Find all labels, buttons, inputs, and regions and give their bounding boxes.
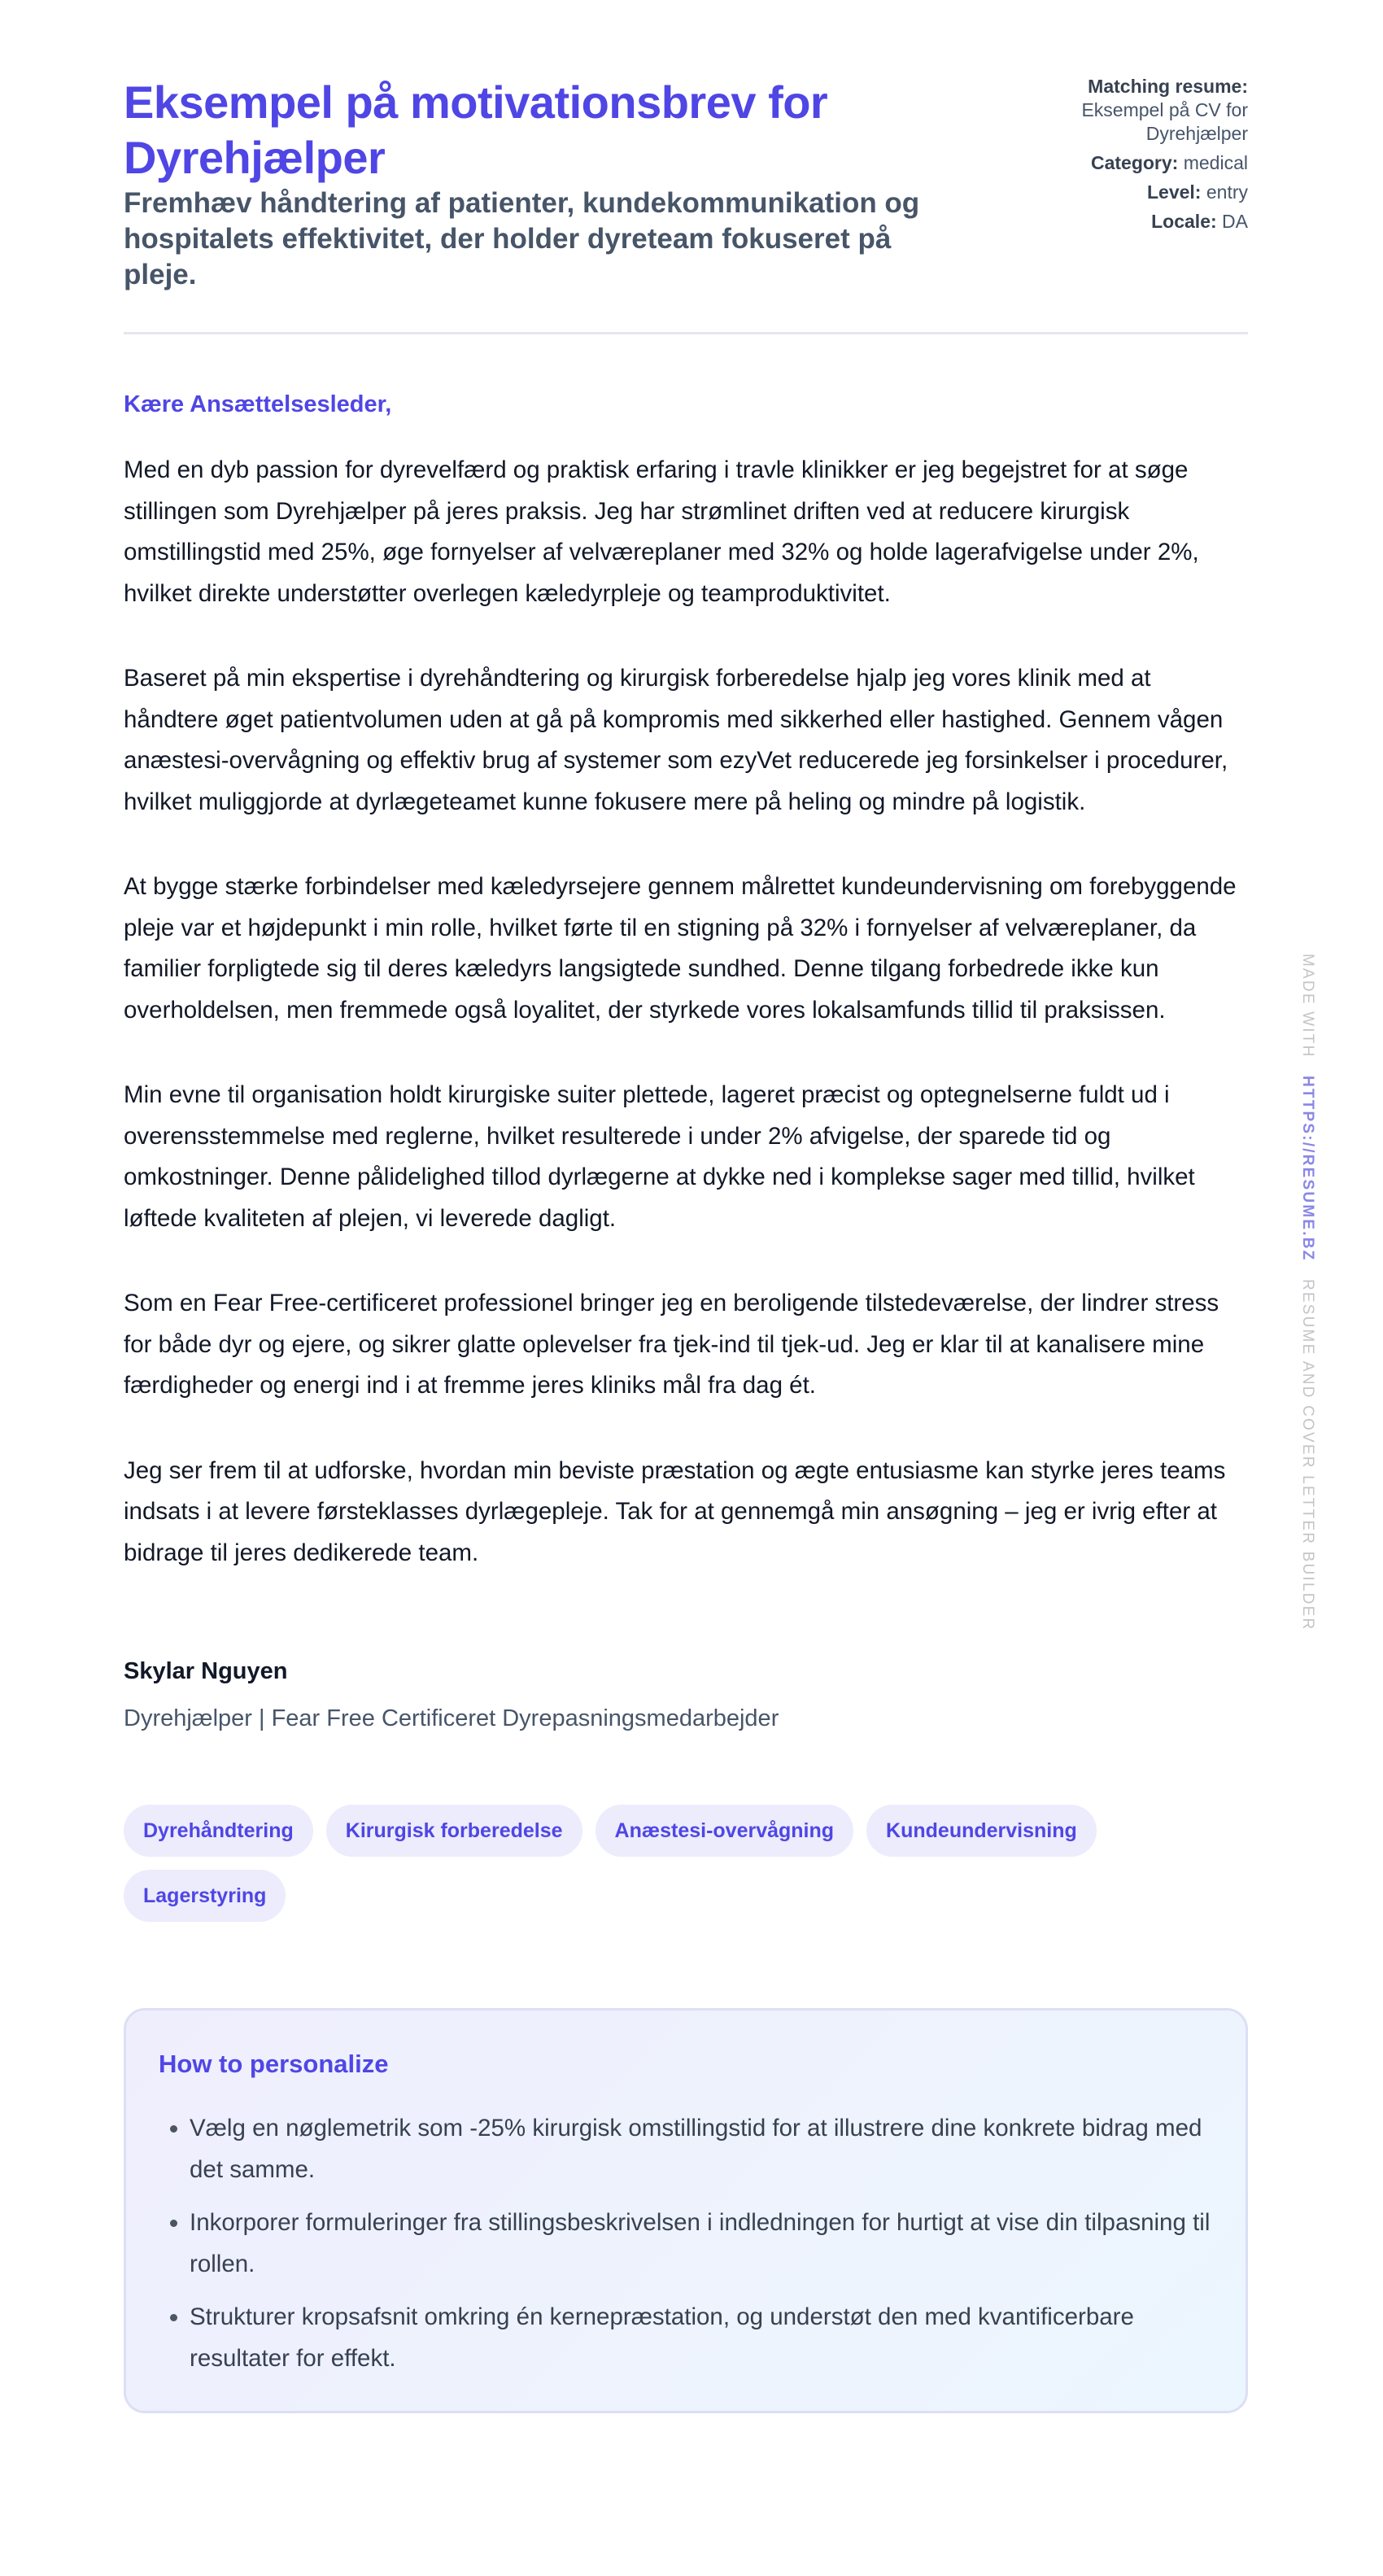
meta-matching-resume-label: Matching resume: — [1088, 76, 1248, 97]
personalize-card — [124, 2008, 1248, 2413]
letter-body — [124, 334, 1248, 1735]
signature-name: Skylar Nguyen — [124, 1658, 288, 1684]
skill-tag[interactable]: Anæstesi-overvågning — [596, 1805, 854, 1857]
personalize-tips — [159, 2108, 1213, 2379]
page-subtitle: Fremhæv håndtering af patienter, kundekommunikation og hospitalets effektivitet, der holder dyreteam fokuseret på pleje. — [124, 187, 920, 290]
meta-level-label: Level: — [1146, 181, 1202, 203]
cover-letter-page — [124, 0, 1248, 2413]
personalize-tip: • Strukturer kropsafsnit omkring én kernepræstation, og understøt den med kvantificerbare resultater for effekt. — [190, 2297, 1213, 2379]
meta-matching-resume — [1004, 75, 1248, 146]
signature-title: Dyrehjælper | Fear Free Certificeret Dyrepasningsmedarbejder — [124, 1705, 779, 1731]
personalize-tip: • Vælg en nøglemetrik som -25% kirurgisk omstillingstid for at illustrere dine konkrete bidrag med det samme. — [190, 2108, 1213, 2190]
letter-paragraph: Baseret på min ekspertise i dyrehåndtering og kirurgisk forberedelse hjalp jeg vores klinik med at håndtere øget patientvolumen uden at gå på kompromis med sikkerhed eller hastighed. Gennem vågen anæstesi-overvågning og effektiv brug af systemer som ezyVet reducerede jeg forsinkelser i procedurer, hvilket muliggjorde at dyrlægeteamet kunne fokusere mere på heling og mindre på logistik. — [124, 665, 1228, 815]
signature-block — [124, 1655, 1248, 1735]
skill-tag[interactable]: Kundeundervisning — [866, 1805, 1097, 1857]
meta-locale-label: Locale: — [1151, 211, 1217, 232]
meta-level — [1004, 181, 1248, 204]
watermark-prefix: MADE WITH — [1299, 954, 1316, 1059]
meta-level-value: entry — [1206, 181, 1248, 203]
personalize-title: How to personalize — [159, 2050, 389, 2078]
letter-paragraph: Med en dyb passion for dyrevelfærd og praktisk erfaring i travle klinikker er jeg begejstret for at søge stillingen som Dyrehjælper på jeres praksis. Jeg har strømlinet driften ved at reducere kirurgisk omstillingstid med 25%, øge fornyelser af velværeplaner med 32% og holde lagerafvigelse under 2%, hvilket direkte understøtter overlegen kæledyrpleje og teamproduktivitet. — [124, 456, 1199, 607]
letter-paragraph: Min evne til organisation holdt kirurgiske suiter plettede, lageret præcist og optegnelserne fuldt ud i overensstemmelse med reglerne, hvilket resulterede i under 2% afvigelse, der sparede tid og omkostninger. Denne pålidelighed tillod dyrlægerne at dykke ned i komplekse sager med tillid, hvilket løftede kvaliteten af plejen, vi leverede dagligt. — [124, 1081, 1195, 1232]
meta-locale-value: DA — [1222, 211, 1248, 232]
skill-tag[interactable]: Dyrehåndtering — [124, 1805, 313, 1857]
watermark-link[interactable]: HTTPS://RESUME.BZ — [1299, 1076, 1316, 1262]
meta-matching-resume-value[interactable]: Eksempel på CV for Dyrehjælper — [1081, 99, 1248, 144]
meta-category-label: Category: — [1090, 152, 1179, 173]
meta-locale — [1004, 210, 1248, 234]
page-header — [124, 0, 1248, 334]
letter-paragraph: Som en Fear Free-certificeret professionel bringer jeg en beroligende tilstedeværelse, der lindrer stress for både dyr og ejere, og sikrer glatte oplevelser fra tjek-ind til tjek-ud. Jeg er klar til at kanalisere mine færdigheder og energi ind i at fremme jeres kliniks mål fra dag ét. — [124, 1290, 1219, 1399]
vertical-watermark — [1298, 954, 1316, 1631]
skill-tag[interactable]: Kirurgisk forberedelse — [326, 1805, 582, 1857]
skill-tag[interactable]: Lagerstyring — [124, 1870, 286, 1922]
letter-paragraph: Jeg ser frem til at udforske, hvordan min beviste præstation og ægte entusiasme kan styrke jeres teams indsats i at levere førsteklasses dyrlægepleje. Tak for at gennemgå min ansøgning – jeg er ivrig efter at bidrage til jeres dedikerede team. — [124, 1456, 1226, 1566]
salutation: Kære Ansættelsesleder, — [124, 391, 392, 417]
meta-category — [1004, 151, 1248, 175]
personalize-tip: • Inkorporer formuleringer fra stillingsbeskrivelsen i indledningen for hurtigt at vise din tilpasning til rollen. — [190, 2203, 1213, 2285]
meta-category-value: medical — [1183, 152, 1248, 173]
page-title: Eksempel på motivationsbrev for Dyrehjælper — [124, 76, 828, 183]
skill-tags — [124, 1805, 1248, 1922]
watermark-suffix: RESUME AND COVER LETTER BUILDER — [1299, 1278, 1316, 1631]
meta-panel — [1004, 75, 1248, 239]
letter-paragraph: At bygge stærke forbindelser med kæledyrsejere gennem målrettet kundeundervisning om forebyggende pleje var et højdepunkt i min rolle, hvilket førte til en stigning på 32% i fornyelser af velværeplaner, da familier forpligtede sig til deres kæledyrs langsigtede sundhed. Denne tilgang forbedrede ikke kun overholdelsen, men fremmede også loyalitet, der styrkede vores lokalsamfunds tillid til praksissen. — [124, 873, 1237, 1024]
